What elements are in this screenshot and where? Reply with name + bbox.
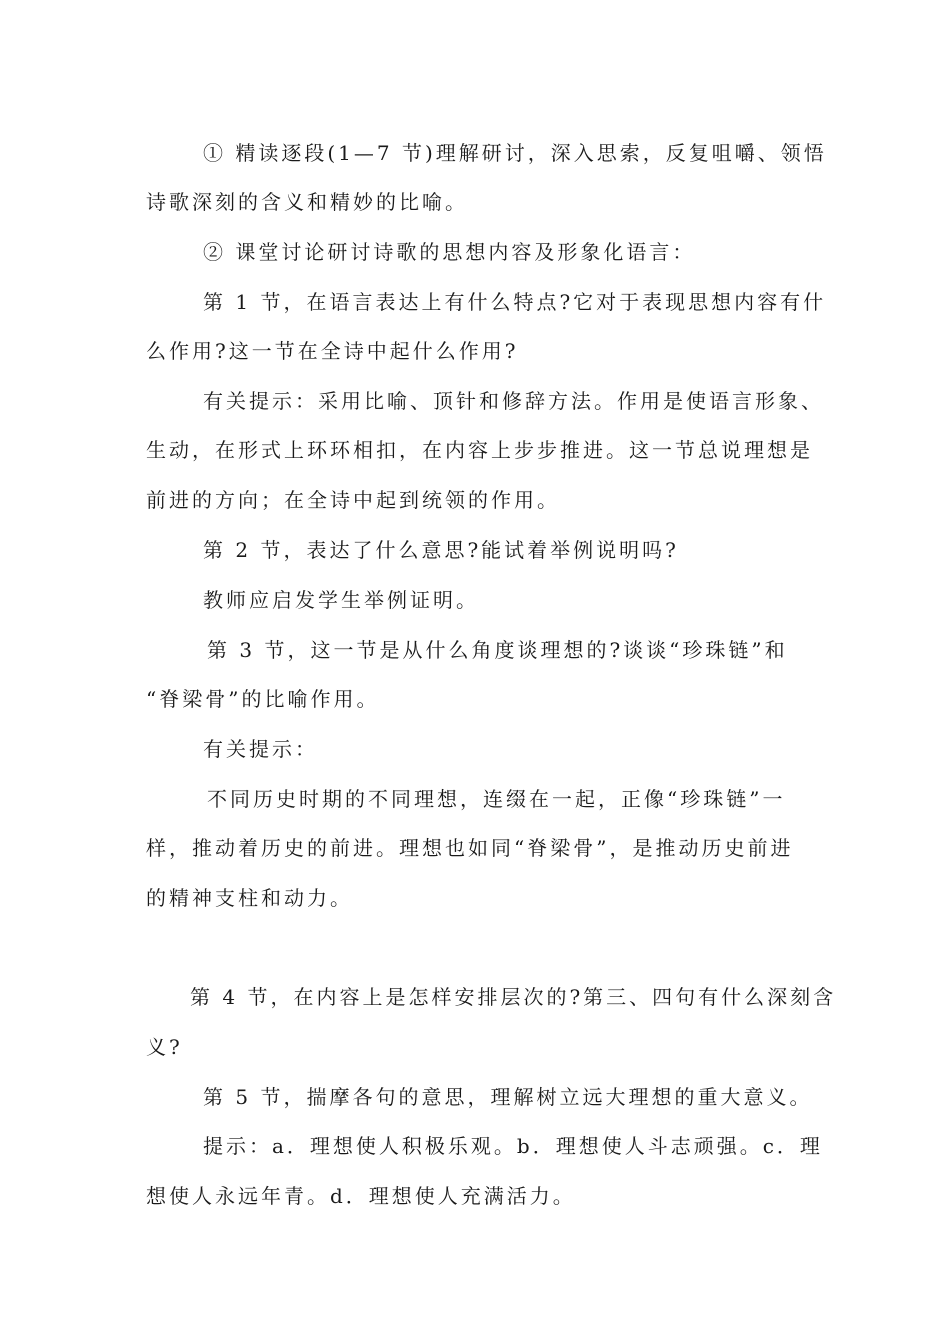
text-line: 教师应启发学生举例证明。	[203, 588, 479, 612]
text-line: ② 课堂讨论研讨诗歌的思想内容及形象化语言：	[203, 240, 696, 264]
text-line: 样，推动着历史的前进。理想也如同“脊梁骨”，是推动历史前进	[146, 836, 794, 860]
text-line: 义?	[146, 1035, 183, 1059]
text-line: 第 4 节，在内容上是怎样安排层次的?第三、四句有什么深刻含	[190, 985, 837, 1009]
text-line: 么作用?这一节在全诗中起什么作用?	[146, 339, 519, 363]
text-line: ① 精读逐段(1—7 节)理解研讨，深入思索，反复咀嚼、领悟	[203, 141, 827, 165]
text-line: 第 3 节，这一节是从什么角度谈理想的?谈谈“珍珠链”和	[207, 638, 788, 662]
text-line: 第 2 节，表达了什么意思?能试着举例说明吗?	[203, 538, 679, 562]
text-line: 第 1 节，在语言表达上有什么特点?它对于表现思想内容有什	[203, 290, 827, 314]
text-line: 提示：a．理想使人积极乐观。b．理想使人斗志顽强。c．理	[203, 1134, 823, 1158]
text-line: “脊梁骨”的比喻作用。	[146, 687, 380, 711]
text-line: 想使人永远年青。d．理想使人充满活力。	[146, 1184, 576, 1208]
text-line: 的精神支柱和动力。	[146, 886, 353, 910]
text-line: 第 5 节，揣摩各句的意思，理解树立远大理想的重大意义。	[203, 1085, 813, 1109]
text-line: 前进的方向；在全诗中起到统领的作用。	[146, 488, 560, 512]
text-line: 不同历史时期的不同理想，连缀在一起，正像“珍珠链”一	[207, 787, 786, 811]
text-line: 诗歌深刻的含义和精妙的比喻。	[146, 190, 468, 214]
text-line: 生动，在形式上环环相扣，在内容上步步推进。这一节总说理想是	[146, 438, 813, 462]
text-line: 有关提示：采用比喻、顶针和修辞方法。作用是使语言形象、	[203, 389, 824, 413]
text-line: 有关提示：	[203, 737, 318, 761]
